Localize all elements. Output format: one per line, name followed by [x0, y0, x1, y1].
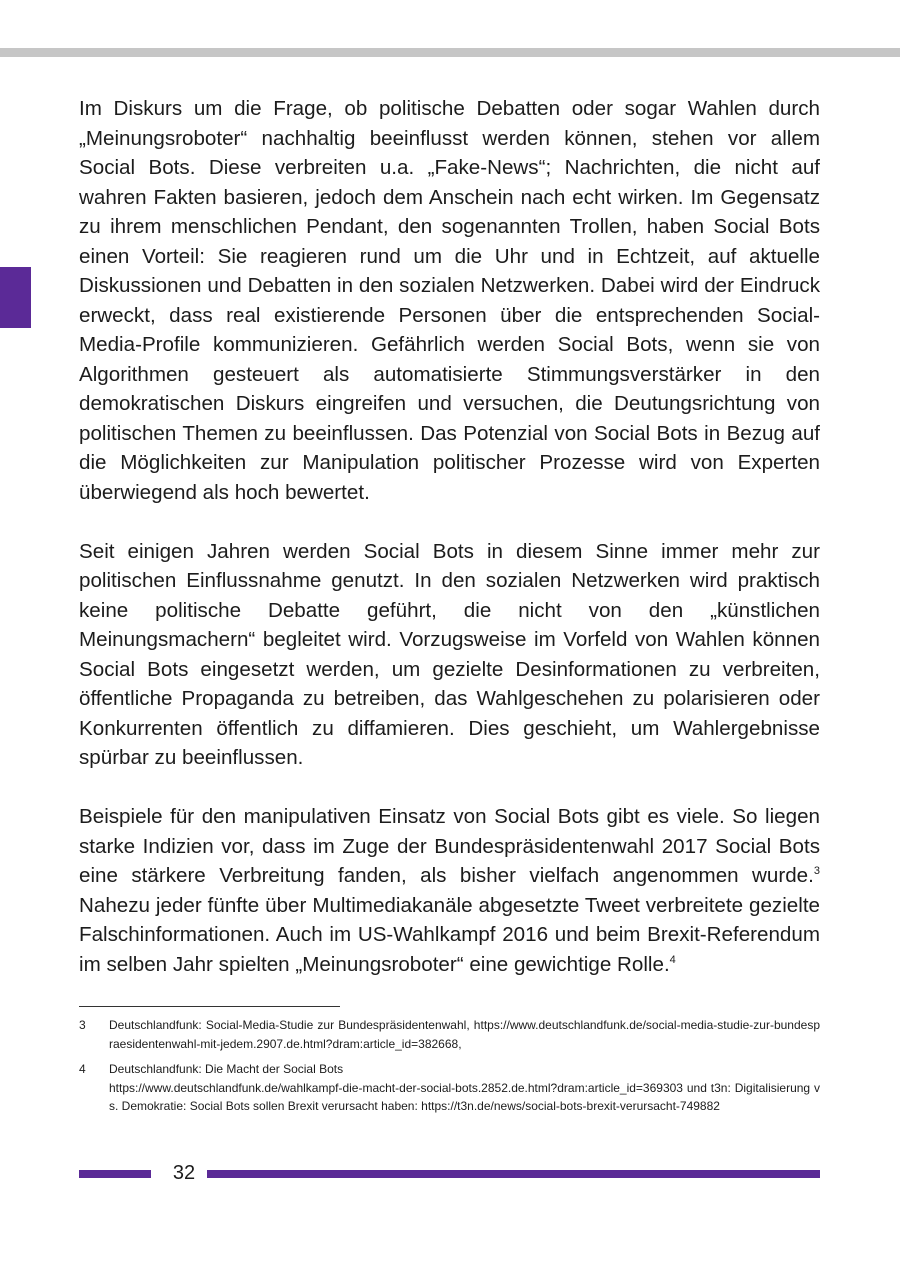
chapter-marker [0, 267, 31, 328]
footnote-ref-4[interactable]: 4 [669, 953, 676, 966]
footnote-number: 3 [79, 1018, 86, 1032]
paragraph-3-text-b: Nahezu jeder fünfte über Multimediakanäle abgesetzte Tweet verbreitete gezielte Falschinformationen. Auch im US-Wahlkampf 2016 und beim Brexit-Referendum im selben Jahr spielten „Meinungsroboter“ eine gewichtige Rolle. [79, 893, 820, 976]
footnote-line[interactable]: Deutschlandfunk: Social-Media-Studie zur Bundespräsidentenwahl, https://www.deutschlandfunk.de/social-media-studie-zur-bundespraesidentenwahl-mit-jedem.2907.de.html?dram:article_id=382668, [109, 1018, 820, 1051]
page-footer [79, 1158, 820, 1188]
body-text [79, 94, 820, 979]
footnote-4 [79, 1060, 820, 1116]
footnote-line: Deutschlandfunk: Die Macht der Social Bots [109, 1062, 344, 1076]
paragraph-2: Seit einigen Jahren werden Social Bots in diesem Sinne immer mehr zur politischen Einflussnahme genutzt. In den sozialen Netzwerken wird praktisch keine politische Debatte geführt, die nicht von den „künstlichen Meinungsmachern“ begleitet wird. Vorzugsweise im Vorfeld von Wahlen können Social Bots eingesetzt werden, um gezielte Desinformationen zu verbreiten, öffentliche Propaganda zu betreiben, das Wahlgeschehen zu polarisieren oder Konkurrenten öffentlich zu diffamieren. Dies geschieht, um Wahlergebnisse spürbar zu beeinflussen. [79, 539, 820, 769]
footnote-number: 4 [79, 1062, 86, 1076]
paragraph-1: Im Diskurs um die Frage, ob politische Debatten oder sogar Wahlen durch „Meinungsroboter“ nachhaltig beeinflusst werden können, stehen vor allem Social Bots. Diese verbreiten u.a. „Fake-News“; Nachrichten, die nicht auf wahren Fakten basieren, jedoch dem Anschein nach echt wirken. Im Gegensatz zu ihrem menschlichen Pendant, den sogenannten Trollen, haben Social Bots einen Vorteil: Sie reagieren rund um die Uhr und in Echtzeit, auf aktuelle Diskussionen und Debatten in den sozialen Netzwerken. Dabei wird der Eindruck erweckt, dass real existierende Personen über die entsprechenden Social-Media-Profile kommunizieren. Gefährlich werden Social Bots, wenn sie von Algorithmen gesteuert als automatisierte Stimmungsverstärker in den demokratischen Diskurs eingreifen und versuchen, die Deutungsrichtung von politischen Themen zu beeinflussen. Das Potenzial von Social Bots in Bezug auf die Möglichkeiten zur Manipulation politischer Prozesse wird von Experten überwiegend als hoch bewertet. [79, 97, 820, 504]
paragraph-3-text-a: Beispiele für den manipulativen Einsatz von Social Bots gibt es viele. So liegen starke Indizien vor, dass im Zuge der Bundespräsidentenwahl 2017 Social Bots eine stärkere Verbreitung fanden, als bisher vielfach angenommen wurde. [79, 805, 820, 887]
paragraph-3 [79, 802, 820, 979]
footnote-line[interactable]: https://www.deutschlandfunk.de/wahlkampf-die-macht-der-social-bots.2852.de.html?dram:article_id=369303 und t3n: Digitalisierung vs. Demokratie: Social Bots sollen Brexit verursacht haben: https://t3n.de/news/social-bots-brexit-verursacht-749882 [109, 1080, 820, 1113]
footnote-text [109, 1016, 820, 1053]
footnote-text [109, 1060, 820, 1116]
footer-bar-left [79, 1170, 151, 1178]
footnote-3 [79, 1016, 820, 1053]
footnote-ref-3[interactable]: 3 [813, 865, 820, 877]
footnotes [79, 1016, 820, 1123]
page-number: 32 [172, 1162, 196, 1184]
footnote-separator [79, 1006, 340, 1007]
top-rule [0, 48, 900, 57]
footer-bar-right [207, 1170, 820, 1178]
